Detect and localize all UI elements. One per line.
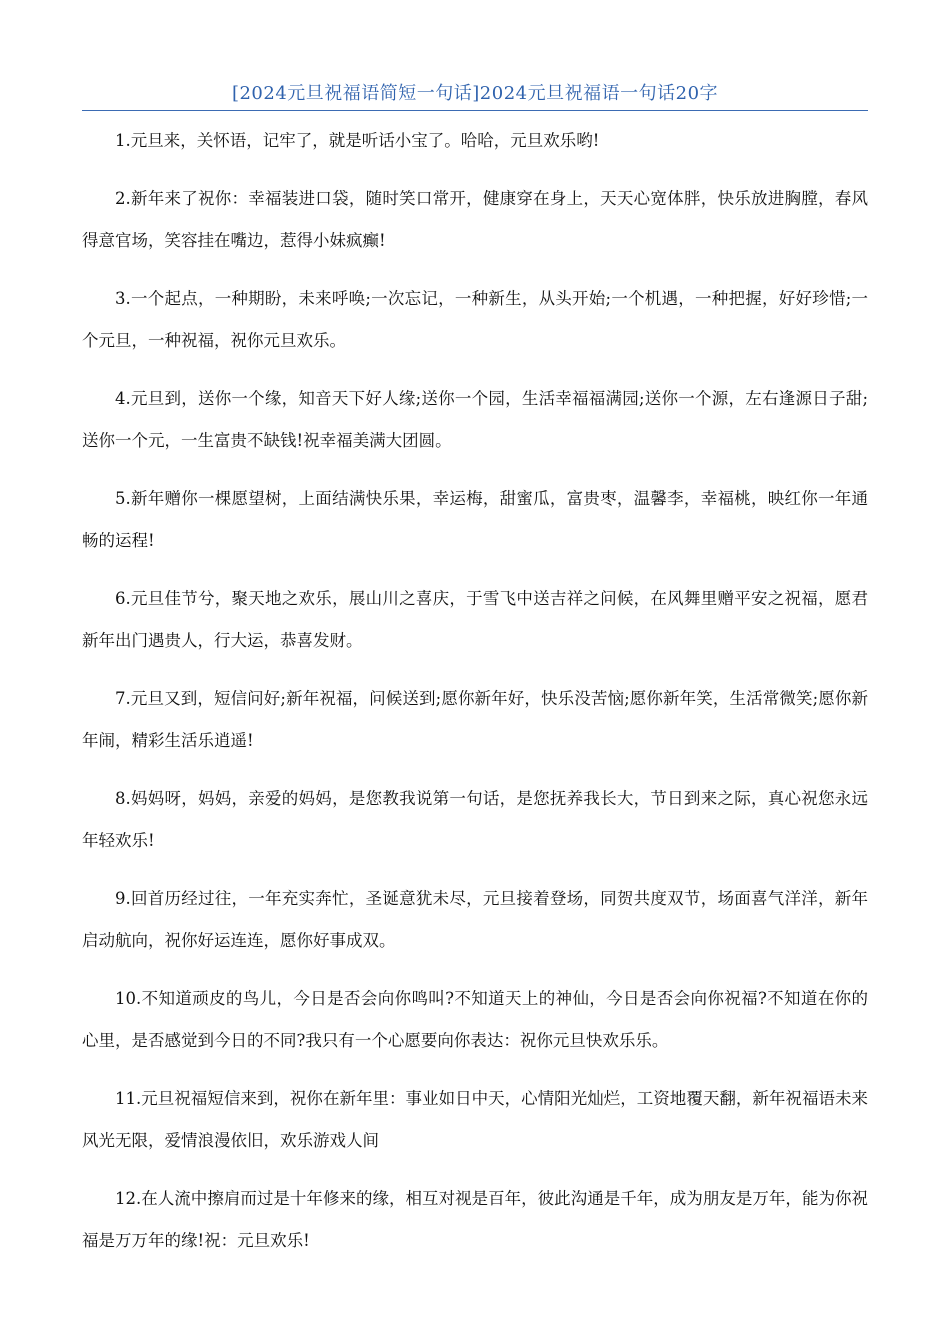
paragraph-9: 9.回首历经过往，一年充实奔忙，圣诞意犹未尽，元旦接着登场，同贺共度双节，场面喜气洋洋，新年启动航向，祝你好运连连，愿你好事成双。 bbox=[82, 889, 868, 950]
paragraph-11: 11.元旦祝福短信来到，祝你在新年里：事业如日中天，心情阳光灿烂，工资地覆天翻，新年祝福语未来风光无限，爱情浪漫依旧，欢乐游戏人间 bbox=[82, 1089, 868, 1150]
paragraph-2: 2.新年来了祝你：幸福装进口袋，随时笑口常开，健康穿在身上，天天心宽体胖，快乐放进胸膛，春风得意官场，笑容挂在嘴边，惹得小妹疯癫! bbox=[82, 189, 868, 250]
paragraph-3: 3.一个起点，一种期盼，未来呼唤;一次忘记，一种新生，从头开始;一个机遇，一种把握，好好珍惜;一个元旦，一种祝福，祝你元旦欢乐。 bbox=[82, 289, 868, 350]
paragraph-6: 6.元旦佳节兮，聚天地之欢乐，展山川之喜庆，于雪飞中送吉祥之问候，在风舞里赠平安之祝福，愿君新年出门遇贵人，行大运，恭喜发财。 bbox=[82, 589, 868, 650]
paragraph-5: 5.新年赠你一棵愿望树，上面结满快乐果，幸运梅，甜蜜瓜，富贵枣，温馨李，幸福桃，映红你一年通畅的运程! bbox=[82, 489, 868, 550]
document-header bbox=[82, 80, 868, 111]
document-body bbox=[82, 120, 868, 1278]
paragraph-4: 4.元旦到，送你一个缘，知音天下好人缘;送你一个园，生活幸福福满园;送你一个源，左右逢源日子甜;送你一个元，一生富贵不缺钱!祝幸福美满大团圆。 bbox=[82, 389, 868, 450]
document-title: [2024元旦祝福语简短一句话]2024元旦祝福语一句话20字 bbox=[231, 83, 719, 104]
paragraph-10: 10.不知道顽皮的鸟儿，今日是否会向你鸣叫?不知道天上的神仙，今日是否会向你祝福?不知道在你的心里，是否感觉到今日的不同?我只有一个心愿要向你表达：祝你元旦快欢乐乐。 bbox=[82, 989, 868, 1050]
paragraph-7: 7.元旦又到，短信问好;新年祝福，问候送到;愿你新年好，快乐没苦恼;愿你新年笑，生活常微笑;愿你新年闹，精彩生活乐逍遥! bbox=[82, 689, 868, 750]
paragraph-1: 1.元旦来，关怀语，记牢了，就是听话小宝了。哈哈，元旦欢乐哟! bbox=[115, 131, 600, 150]
paragraph-8: 8.妈妈呀，妈妈，亲爱的妈妈，是您教我说第一句话，是您抚养我长大，节日到来之际，真心祝您永远年轻欢乐! bbox=[82, 789, 868, 850]
paragraph-12: 12.在人流中擦肩而过是十年修来的缘，相互对视是百年，彼此沟通是千年，成为朋友是万年，能为你祝福是万万年的缘!祝：元旦欢乐! bbox=[82, 1189, 868, 1250]
